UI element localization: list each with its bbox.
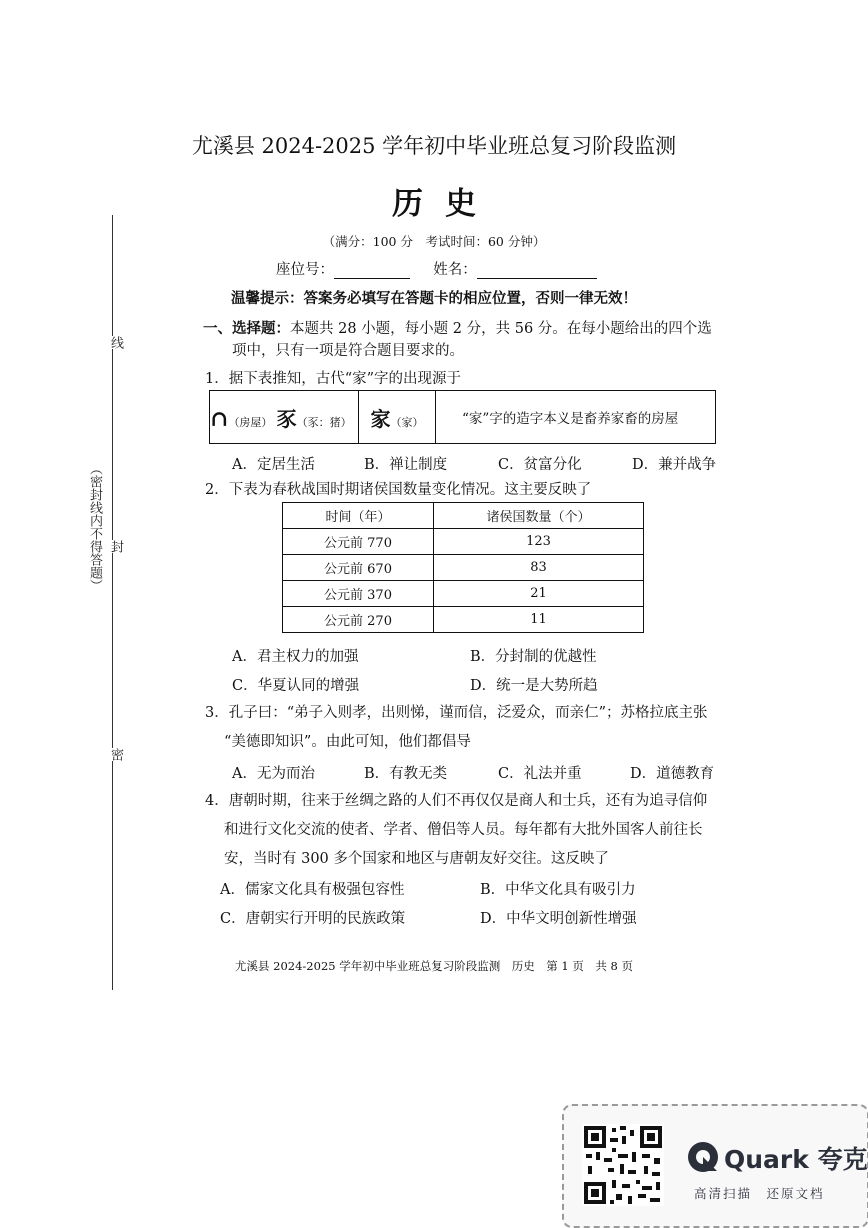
table-row: [283, 581, 644, 607]
q1-house-note: （房屋）: [228, 415, 273, 429]
q4-option-d[interactable]: D．中华文明创新性增强: [480, 911, 637, 927]
exam-title: 尤溪县 2024-2025 学年初中毕业班总复习阶段监测: [191, 134, 677, 158]
section1-line1: [203, 319, 712, 339]
table-row: [283, 607, 644, 633]
seat-field[interactable]: [334, 262, 410, 279]
section1-desc-2: 项中，只有一项是符合题目要求的。: [232, 343, 464, 359]
exam-meta: （满分：100 分 考试时间：60 分钟）: [322, 234, 546, 249]
binding-line: [112, 215, 113, 990]
warm-tip: 温馨提示：答案务必填写在答题卡的相应位置，否则一律无效！: [231, 290, 637, 307]
table-row: [283, 555, 644, 581]
binding-side-note: （密封线内不得答题）: [87, 462, 102, 592]
quark-watermark: [562, 1104, 868, 1228]
q3-stem-1: 3．孔子曰：“弟子入则孝，出则悌，谨而信，泛爱众，而亲仁”；苏格拉底主张: [205, 705, 708, 721]
q1-stem: 1．据下表推知，古代“家”字的出现源于: [205, 371, 462, 387]
name-field[interactable]: [477, 262, 597, 279]
binding-mark-xian: 线: [108, 336, 123, 349]
quark-slogan: 高清扫描 还原文档: [694, 1186, 825, 1201]
q3-option-a[interactable]: A．无为而治: [232, 766, 315, 782]
q2-cell-year: 公元前 770: [283, 529, 434, 555]
q2-cell-year: 公元前 270: [283, 607, 434, 633]
q1-glyph-table: [209, 390, 716, 444]
jia-glyph-icon: 家: [370, 406, 391, 431]
q4-stem-2: 和进行文化交流的使者、学者、僧侣等人员。每年都有大批外国客人前往长: [224, 822, 703, 838]
q1-option-c[interactable]: C．贫富分化: [498, 457, 582, 473]
q2-option-d[interactable]: D．统一是大势所趋: [470, 678, 598, 694]
house-glyph-icon: ∩: [210, 405, 229, 432]
q1-pig-note: （豕：猪）: [296, 415, 352, 429]
q3-option-c[interactable]: C．礼法并重: [498, 766, 582, 782]
q2-table: [282, 502, 644, 633]
binding-mark-feng: 封: [108, 540, 123, 553]
q1-explanation: “家”字的造字本义是畜养家畜的房屋: [436, 391, 716, 444]
seat-row: [276, 258, 597, 279]
q1-jia-note: （家）: [390, 415, 424, 429]
pig-glyph-icon: 豕: [276, 406, 297, 431]
q2-cell-count: 21: [434, 581, 644, 607]
q1-cell-house-pig: [210, 391, 359, 444]
q2-header-time: 时间（年）: [283, 503, 434, 529]
q4-option-b[interactable]: B．中华文化具有吸引力: [480, 882, 636, 898]
q2-option-b[interactable]: B．分封制的优越性: [470, 649, 597, 665]
q2-cell-count: 11: [434, 607, 644, 633]
q4-option-c[interactable]: C．唐朝实行开明的民族政策: [220, 911, 406, 927]
q1-cell-jia: [359, 391, 436, 444]
q4-stem-1: 4．唐朝时期，往来于丝绸之路的人们不再仅仅是商人和士兵，还有为追寻信仰: [205, 793, 708, 809]
section1-label: 一、选择题：: [203, 320, 290, 337]
q4-option-a[interactable]: A．儒家文化具有极强包容性: [220, 882, 405, 898]
q2-cell-count: 83: [434, 555, 644, 581]
table-row: [283, 529, 644, 555]
q3-option-b[interactable]: B．有教无类: [364, 766, 448, 782]
q1-option-b[interactable]: B．禅让制度: [364, 457, 448, 473]
q2-option-c[interactable]: C．华夏认同的增强: [232, 678, 360, 694]
q3-stem-2: “美德即知识”。由此可知，他们都倡导: [224, 734, 471, 750]
q2-option-a[interactable]: A．君主权力的加强: [232, 649, 359, 665]
q1-option-d[interactable]: D．兼并战争: [632, 457, 717, 473]
page-footer: 尤溪县 2024-2025 学年初中毕业班总复习阶段监测 历史 第 1 页 共 8 页: [235, 959, 633, 973]
seat-label: 座位号：: [276, 262, 334, 278]
quark-brand: Quark 夸克: [724, 1145, 868, 1174]
subject-title: 历史: [392, 186, 498, 222]
q2-cell-count: 123: [434, 529, 644, 555]
qr-code-icon: [582, 1124, 664, 1206]
quark-logo-icon: [686, 1140, 720, 1174]
binding-mark-mi: 密: [108, 748, 123, 761]
q4-stem-3: 安，当时有 300 多个国家和地区与唐朝友好交往。这反映了: [224, 851, 609, 867]
q2-stem: 2．下表为春秋战国时期诸侯国数量变化情况。这主要反映了: [205, 482, 592, 498]
name-label: 姓名：: [433, 262, 477, 278]
q2-cell-year: 公元前 370: [283, 581, 434, 607]
q1-option-a[interactable]: A．定居生活: [232, 457, 315, 473]
q3-option-d[interactable]: D．道德教育: [630, 766, 715, 782]
section1-desc-1: 本题共 28 小题，每小题 2 分，共 56 分。在每小题给出的四个选: [290, 321, 712, 337]
q2-table-header: [283, 503, 644, 529]
q2-cell-year: 公元前 670: [283, 555, 434, 581]
q2-header-count: 诸侯国数量（个）: [434, 503, 644, 529]
